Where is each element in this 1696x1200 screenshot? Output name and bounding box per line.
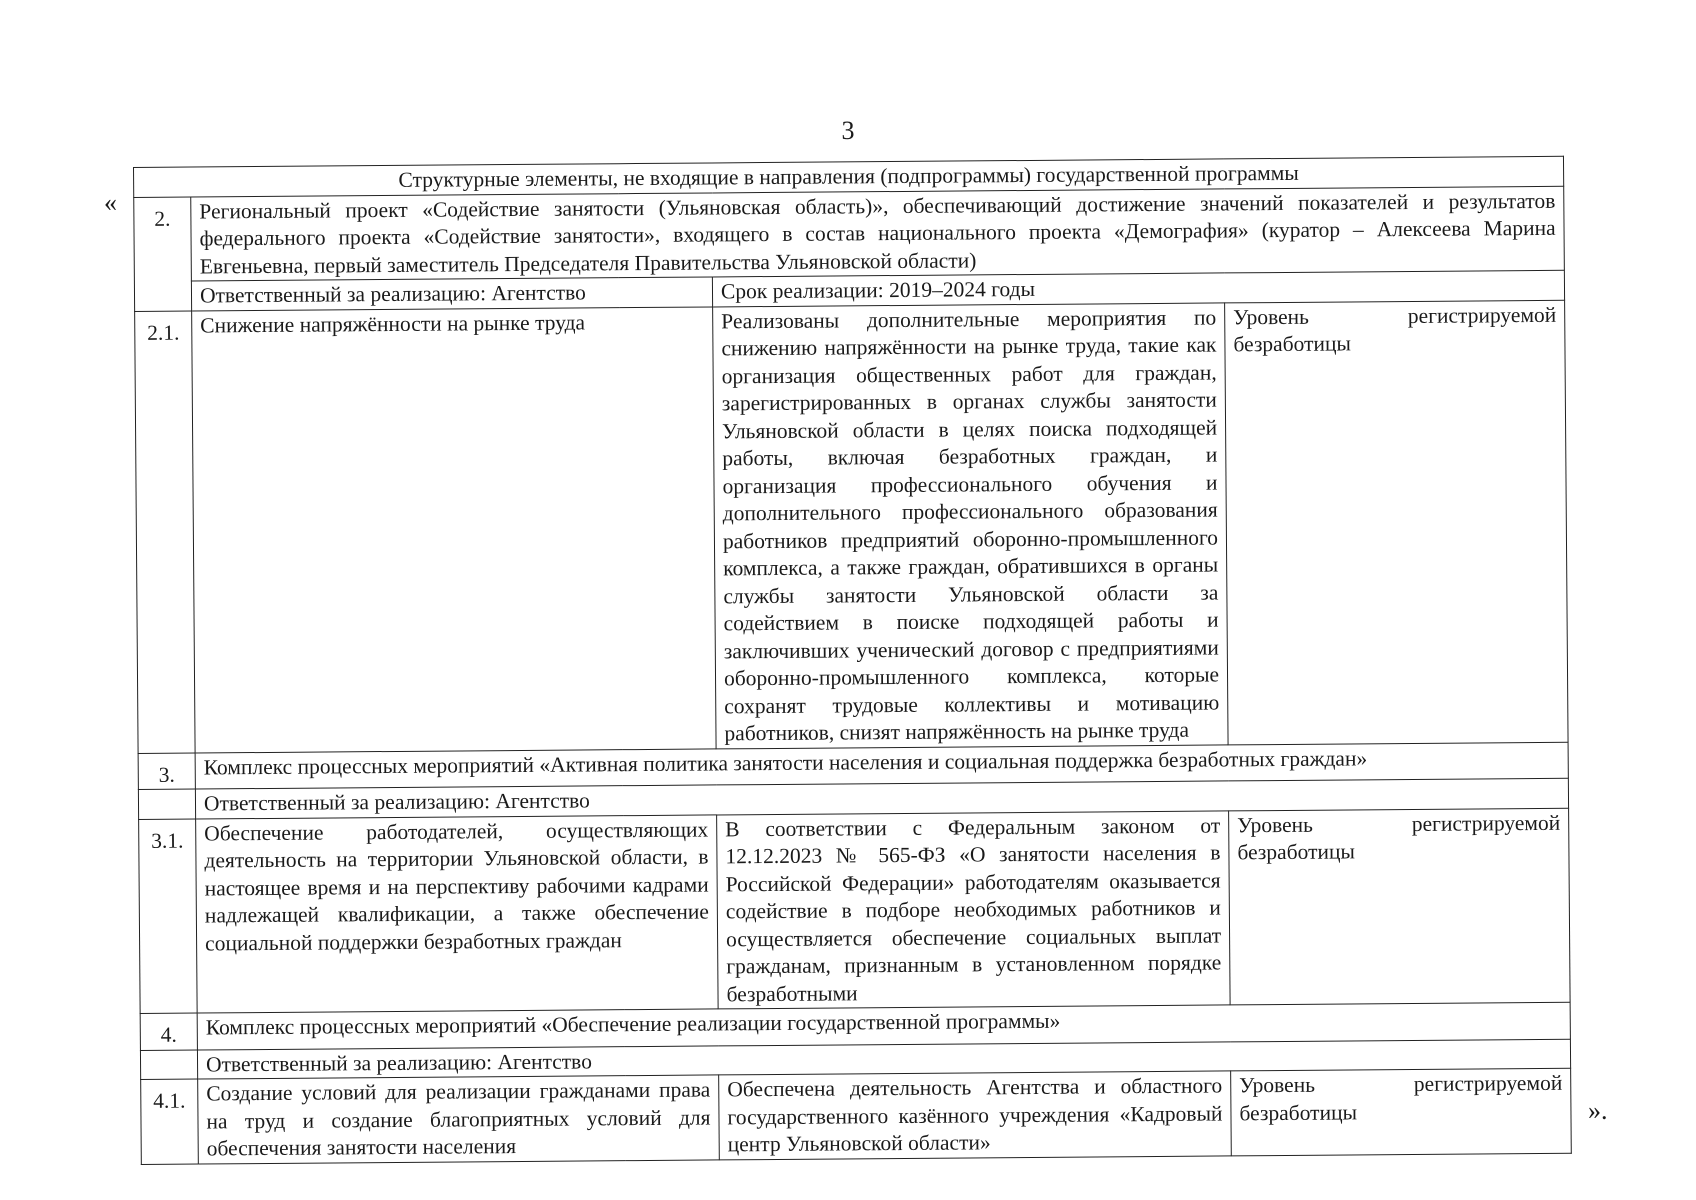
section-number: 2. bbox=[134, 197, 192, 311]
empty-number-cell bbox=[140, 1050, 197, 1080]
table-row bbox=[135, 300, 1568, 753]
responsible-text: Ответственный за реализацию: Агентство bbox=[197, 1039, 1570, 1079]
task-cell: Снижение напряжённости на рынке труда bbox=[192, 306, 716, 752]
indicator-cell: Уровень регистрируемой безработицы bbox=[1225, 300, 1569, 745]
table-header: Структурные элементы, не входящие в направления (подпрограммы) государственной программы bbox=[134, 156, 1564, 197]
table-row bbox=[139, 808, 1571, 1014]
table-row bbox=[141, 1068, 1572, 1164]
section-title: Комплекс процессных мероприятий «Активная политика занятости населения и социальная поддержка безработных граждан» bbox=[195, 742, 1568, 789]
term-text: Срок реализации: 2019–2024 годы bbox=[712, 270, 1564, 306]
section-title: Комплекс процессных мероприятий «Обеспечение реализации государственной программы» bbox=[197, 1002, 1570, 1049]
opening-quote-mark: « bbox=[104, 188, 117, 217]
result-cell: Обеспечена деятельность Агентства и областного государственного казённого учреждения «Кадровый центр Ульяновской области» bbox=[719, 1071, 1232, 1160]
task-cell: Обеспечение работодателей, осуществляющих деятельность на территории Ульяновской области, в настоящее время и на перспективу рабочими кадрами надлежащей квалификации, а также обеспечение социальной поддержки безработных граждан bbox=[196, 814, 719, 1013]
page-number: 3 bbox=[841, 116, 855, 145]
item-number: 4.1. bbox=[141, 1079, 199, 1164]
empty-number-cell bbox=[138, 789, 195, 819]
indicator-cell: Уровень регистрируемой безработицы bbox=[1231, 1068, 1572, 1155]
responsible-text: Ответственный за реализацию: Агентство bbox=[195, 778, 1568, 818]
result-cell: Реализованы дополнительные мероприятия по снижению напряжённости на рынке труда, такие как организация общественных работ для граждан, зарегистрированных в органах службы занятости Ульяновской области в целях поиска подходящей работы, включая безработных граждан, и организация профессионального обучения и дополнительного профессионального образования работников предприятий оборонно-промышленного комплекса, а также граждан, обратившихся в органы службы занятости Ульяновской области за содействием в поиске подходящей работы и заключивших ученический договор с предприятиями оборонно-промышленного комплекса, которые сохранят трудовые коллективы и мотивацию работников, снизят напряжённость на рынке труда bbox=[713, 302, 1228, 748]
result-cell: В соответствии с Федеральным законом от 12.12.2023 № 565-ФЗ «О занятости населения в Российской Федерации» работодателям оказывается содействие в подборе необходимых работников и осуществляется обеспечение социальных выплат гражданам, признанным в установленном порядке безработными bbox=[717, 810, 1231, 1009]
responsible-text: Ответственный за реализацию: Агентство bbox=[191, 277, 712, 311]
section-row bbox=[134, 186, 1565, 282]
item-number: 3.1. bbox=[139, 819, 198, 1014]
section-number: 4. bbox=[140, 1013, 197, 1050]
program-structure-table bbox=[133, 156, 1572, 1165]
indicator-cell: Уровень регистрируемой безработицы bbox=[1229, 808, 1571, 1005]
closing-quote-mark: ». bbox=[1588, 1096, 1608, 1125]
task-cell: Создание условий для реализации гражданами права на труд и создание благоприятных условий для обеспечения занятости населения bbox=[198, 1075, 720, 1164]
item-number: 2.1. bbox=[135, 311, 195, 753]
section-title: Региональный проект «Содействие занятости (Ульяновская область)», обеспечивающий достижение значений показателей и результатов федерального проекта «Содействие занятости», входящего в состав национального проекта «Демография» (куратор – Алексеева Марина Евгеньевна, первый заместитель Председателя Правительства Ульяновской области) bbox=[191, 186, 1565, 281]
section-number: 3. bbox=[138, 753, 195, 790]
